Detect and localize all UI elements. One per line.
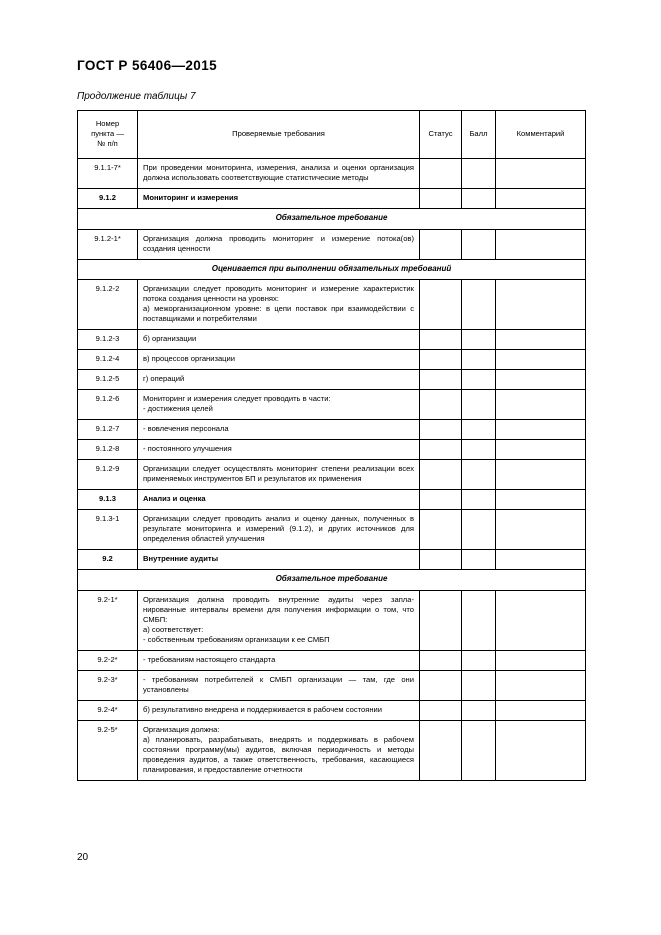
- status-cell[interactable]: [420, 721, 462, 781]
- score-cell[interactable]: [462, 280, 496, 330]
- clause-number: 9.2-5*: [78, 721, 138, 781]
- clause-number: 9.1.3: [78, 490, 138, 510]
- score-cell[interactable]: [462, 591, 496, 651]
- comment-cell[interactable]: [496, 701, 586, 721]
- table-row: [78, 370, 586, 390]
- status-cell[interactable]: [420, 490, 462, 510]
- table-row: [78, 229, 586, 259]
- requirement-text: Организация должна проводить внутренние аудиты через запланированные интервалы времени для получения информации о том, что СМБП: а) соответствует: - собственным требованиям организации к ее СМБП: [138, 591, 420, 651]
- score-cell[interactable]: [462, 671, 496, 701]
- table-row: [78, 460, 586, 490]
- clause-number: 9.1.2-5: [78, 370, 138, 390]
- table-row: [78, 701, 586, 721]
- comment-cell[interactable]: [496, 159, 586, 189]
- comment-cell[interactable]: [496, 460, 586, 490]
- comment-cell[interactable]: [496, 591, 586, 651]
- comment-cell[interactable]: [496, 721, 586, 781]
- standard-designation: ГОСТ Р 56406—2015: [77, 58, 218, 73]
- comment-cell[interactable]: [496, 280, 586, 330]
- comment-cell[interactable]: [496, 490, 586, 510]
- clause-number: 9.1.2: [78, 189, 138, 209]
- table-row: [78, 159, 586, 189]
- score-cell[interactable]: [462, 420, 496, 440]
- clause-number: 9.2-3*: [78, 671, 138, 701]
- requirement-text: Организация должна проводить мониторинг и измерение потока(ов) создания ценности: [138, 229, 420, 259]
- table-row: [78, 570, 586, 591]
- score-cell[interactable]: [462, 159, 496, 189]
- status-cell[interactable]: [420, 591, 462, 651]
- table-row: [78, 420, 586, 440]
- comment-cell[interactable]: [496, 189, 586, 209]
- clause-number: 9.1.3-1: [78, 510, 138, 550]
- status-cell[interactable]: [420, 460, 462, 490]
- requirement-text: Организации следует проводить мониторинг и измерение характеристик потока создания ценности на уровнях: а) межорганизационном уровне: в цепи поставок при взаимодействии с поставщиками и потребителями: [138, 280, 420, 330]
- status-cell[interactable]: [420, 390, 462, 420]
- clause-number: 9.1.2-9: [78, 460, 138, 490]
- clause-number: 9.2-1*: [78, 591, 138, 651]
- table-row: [78, 721, 586, 781]
- score-cell[interactable]: [462, 330, 496, 350]
- comment-cell[interactable]: [496, 390, 586, 420]
- comment-cell[interactable]: [496, 420, 586, 440]
- page-number: 20: [77, 852, 89, 863]
- requirement-band-label: Обязательное требование: [78, 570, 586, 591]
- clause-number: 9.1.2-1*: [78, 229, 138, 259]
- clause-number: 9.2: [78, 550, 138, 570]
- clause-number: 9.1.2-2: [78, 280, 138, 330]
- requirement-text: - постоянного улучшения: [138, 440, 420, 460]
- table-row: [78, 189, 586, 209]
- requirement-text: Мониторинг и измерения следует проводить в части: - достижения целей: [138, 390, 420, 420]
- table-header-row: [78, 111, 586, 159]
- table-row: [78, 209, 586, 230]
- requirement-text: При проведении мониторинга, измерения, анализа и оценки организация должна использовать соответствующие статистические методы: [138, 159, 420, 189]
- status-cell[interactable]: [420, 510, 462, 550]
- status-cell[interactable]: [420, 550, 462, 570]
- requirement-text: б) результативно внедрена и поддерживается в рабочем состоянии: [138, 701, 420, 721]
- requirement-band-label: Оценивается при выполнении обязательных требований: [78, 259, 586, 280]
- requirement-text: - требованиям настоящего стандарта: [138, 651, 420, 671]
- status-cell[interactable]: [420, 671, 462, 701]
- requirement-text: Организации следует проводить анализ и оценку данных, полученных в результате мониторинга и измерений (9.1.2), и других источников для определения областей улучшения: [138, 510, 420, 550]
- status-cell[interactable]: [420, 440, 462, 460]
- comment-cell[interactable]: [496, 350, 586, 370]
- table-body: [78, 159, 586, 781]
- clause-number: 9.1.1-7*: [78, 159, 138, 189]
- score-cell[interactable]: [462, 550, 496, 570]
- table-row: [78, 490, 586, 510]
- requirement-text: г) операций: [138, 370, 420, 390]
- table-row: [78, 350, 586, 370]
- score-cell[interactable]: [462, 189, 496, 209]
- table-row: [78, 591, 586, 651]
- clause-number: 9.1.2-7: [78, 420, 138, 440]
- score-cell[interactable]: [462, 490, 496, 510]
- comment-cell[interactable]: [496, 671, 586, 701]
- status-cell[interactable]: [420, 420, 462, 440]
- column-header-status: Статус: [420, 111, 462, 159]
- clause-number: 9.1.2-3: [78, 330, 138, 350]
- score-cell[interactable]: [462, 510, 496, 550]
- table-row: [78, 280, 586, 330]
- table-row: [78, 671, 586, 701]
- requirement-text: б) организации: [138, 330, 420, 350]
- column-header-number-line1: Номер: [95, 119, 120, 129]
- table-continuation-label: Продолжение таблицы 7: [77, 91, 196, 102]
- comment-cell[interactable]: [496, 651, 586, 671]
- section-title: Внутренние аудиты: [138, 550, 420, 570]
- table-row: [78, 390, 586, 420]
- requirement-text: - требованиям потребителей к СМБП организации — там, где они установлены: [138, 671, 420, 701]
- score-cell[interactable]: [462, 370, 496, 390]
- score-cell[interactable]: [462, 229, 496, 259]
- status-cell[interactable]: [420, 159, 462, 189]
- clause-number: 9.2-2*: [78, 651, 138, 671]
- comment-cell[interactable]: [496, 440, 586, 460]
- comment-cell[interactable]: [496, 370, 586, 390]
- status-cell[interactable]: [420, 350, 462, 370]
- score-cell[interactable]: [462, 440, 496, 460]
- clause-number: 9.1.2-6: [78, 390, 138, 420]
- clause-number: 9.2-4*: [78, 701, 138, 721]
- comment-cell[interactable]: [496, 330, 586, 350]
- status-cell[interactable]: [420, 651, 462, 671]
- comment-cell[interactable]: [496, 510, 586, 550]
- requirement-band-label: Обязательное требование: [78, 209, 586, 230]
- status-cell[interactable]: [420, 701, 462, 721]
- requirements-table: [77, 110, 586, 781]
- status-cell[interactable]: [420, 189, 462, 209]
- comment-cell[interactable]: [496, 550, 586, 570]
- table-row: [78, 651, 586, 671]
- column-header-requirements: Проверяемые требования: [138, 111, 420, 159]
- table-row: [78, 510, 586, 550]
- column-header-number: [78, 111, 138, 159]
- score-cell[interactable]: [462, 701, 496, 721]
- score-cell[interactable]: [462, 390, 496, 420]
- score-cell[interactable]: [462, 721, 496, 781]
- column-header-score: Балл: [462, 111, 496, 159]
- clause-number: 9.1.2-8: [78, 440, 138, 460]
- section-title: Анализ и оценка: [138, 490, 420, 510]
- score-cell[interactable]: [462, 350, 496, 370]
- section-title: Мониторинг и измерения: [138, 189, 420, 209]
- requirement-text: - вовлечения персонала: [138, 420, 420, 440]
- status-cell[interactable]: [420, 229, 462, 259]
- table-row: [78, 330, 586, 350]
- table-row: [78, 550, 586, 570]
- column-header-number-line2: пункта —: [91, 129, 124, 139]
- score-cell[interactable]: [462, 651, 496, 671]
- status-cell[interactable]: [420, 280, 462, 330]
- status-cell[interactable]: [420, 370, 462, 390]
- comment-cell[interactable]: [496, 229, 586, 259]
- status-cell[interactable]: [420, 330, 462, 350]
- clause-number: 9.1.2-4: [78, 350, 138, 370]
- column-header-number-line3: № п/п: [97, 138, 118, 148]
- requirement-text: Организация должна: а) планировать, разрабатывать, внедрять и поддерживать в рабочем состоянии программу(мы) аудитов, включая периодичность и методы проведения аудитов, а также ответственность, требования, касающиеся планирования, и предоставление отчетности: [138, 721, 420, 781]
- column-header-comment: Комментарий: [496, 111, 586, 159]
- requirement-text: в) процессов организации: [138, 350, 420, 370]
- table-row: [78, 440, 586, 460]
- table-row: [78, 259, 586, 280]
- score-cell[interactable]: [462, 460, 496, 490]
- requirement-text: Организации следует осуществлять мониторинг степени реализации всех применяемых инструментов БП и результатов их применения: [138, 460, 420, 490]
